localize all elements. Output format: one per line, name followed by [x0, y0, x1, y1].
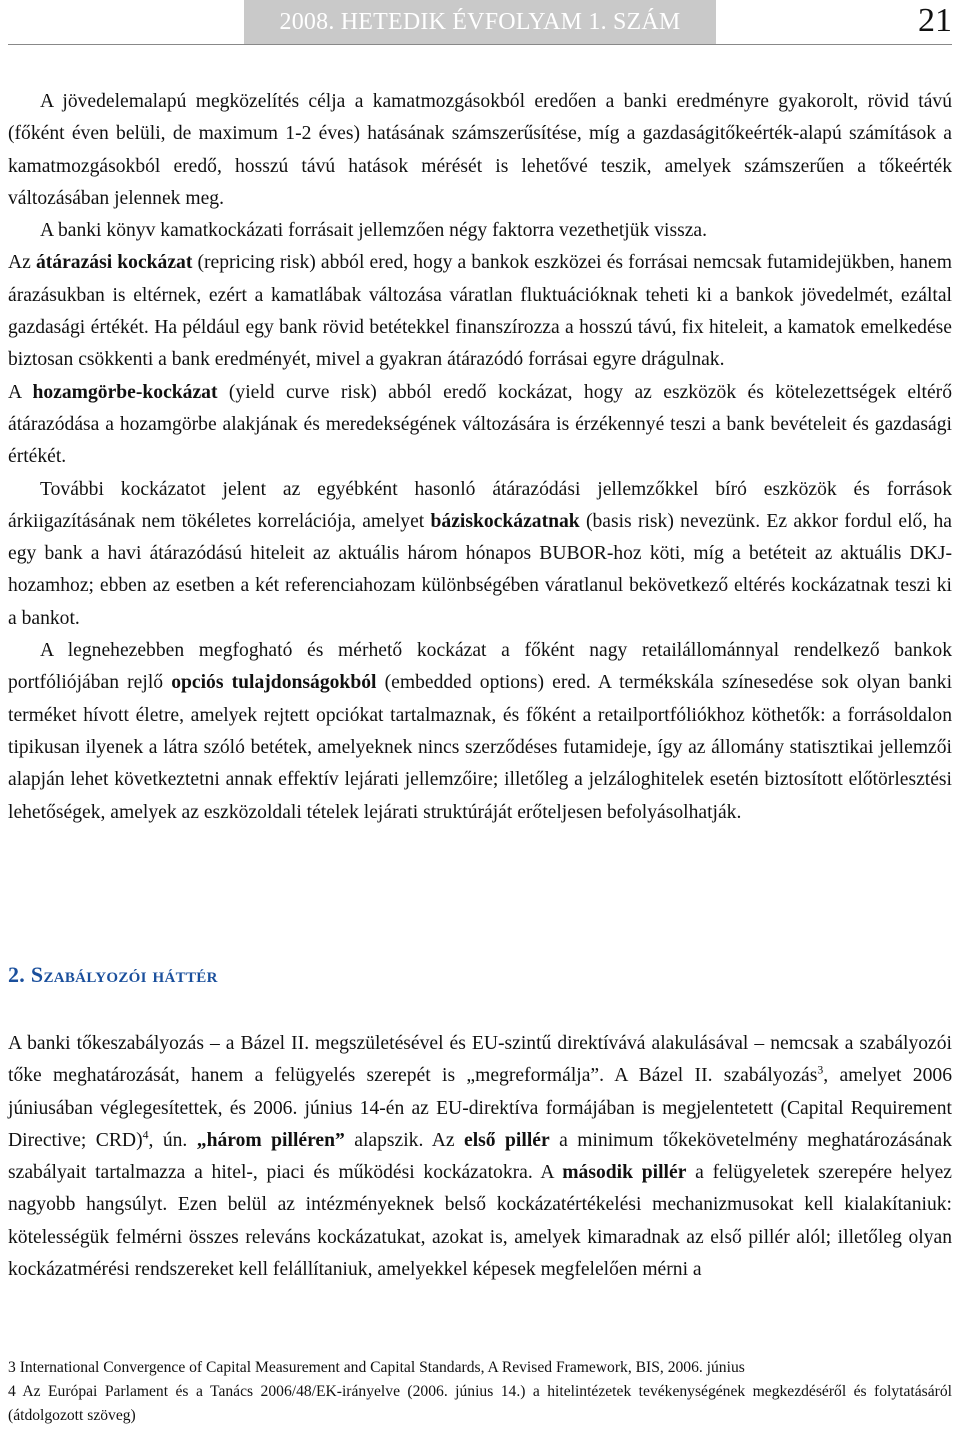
footnotes — [8, 1356, 952, 1428]
paragraph-text: A banki könyv kamatkockázati forrásait jellemzően négy faktorra vezethetjük vissza. — [40, 220, 708, 242]
paragraph-text: A — [8, 381, 33, 403]
main-text — [8, 86, 952, 829]
paragraph — [8, 86, 952, 215]
paragraph — [8, 377, 952, 474]
running-header — [244, 0, 716, 44]
footnote: 3 International Convergence of Capital Measurement and Capital Standards, A Revised Framework, BIS, 2006. június — [8, 1359, 745, 1376]
paragraph-text: A banki tőkeszabályozás – a Bázel II. megszületésével és EU-szintű direktívává alakulásával – nemcsak a szabályozói tőke meghatározását, hanem a felügyelés szerepét is „megreformálja”. A Bázel II. szabályozás — [8, 1033, 952, 1087]
term-highlight: első pillér — [464, 1129, 550, 1151]
header-rule — [8, 44, 952, 45]
journal-issue-title: 2008. HETEDIK ÉVFOLYAM 1. SZÁM — [279, 8, 681, 35]
paragraph-text: (yield curve risk) abból eredő kockázat, hogy az eszközök és kötelezettségek eltérő átárazódása a hozamgörbe alakjának és meredekségének változására is érzékennyé teszi a bank bevételeit és gazdasági értékét. — [8, 381, 953, 468]
section-heading — [8, 962, 218, 988]
page-number: 21 — [918, 2, 952, 39]
footnote: 4 Az Európai Parlament és a Tanács 2006/48/EK-irányelve (2006. június 14.) a hitelintézetek tevékenységének megkezdéséről és folytatásáról (átdolgozott szöveg) — [8, 1383, 952, 1424]
paragraph — [8, 247, 952, 376]
paragraph-text: , amelyet 2006 júniusában véglegesítettek, és 2006. június 14-én az EU-direktíva formájában is megjelentetett (Capital Requirement Directive; CRD) — [8, 1065, 952, 1151]
footnote-ref[interactable]: 4 — [142, 1128, 149, 1142]
section-title: Szabályozói háttér — [30, 962, 218, 987]
paragraph — [8, 1028, 952, 1286]
section-number: 2. — [8, 962, 31, 987]
term-highlight: báziskockázatnak — [430, 510, 580, 532]
paragraph-text: a felügyeletek szerepére helyez nagyobb hangsúlyt. Ezen belül az intézményeknek belső kockázatértékelési mechanizmusokat kell kialakítaniuk: kötelességük felmérni összes releváns kockázatukat, azokat is, amelyek kimaradnak az első pillér alól; illetőleg olyan kockázatmérési rendszereket kell felállítaniuk, amelyekkel képesek megfelelően mérni a — [8, 1162, 952, 1281]
paragraph — [8, 215, 952, 247]
term-highlight: hozamgörbe-kockázat — [32, 381, 218, 403]
paragraph-text: Az — [8, 252, 36, 274]
paragraph-text: , ún. — [148, 1129, 197, 1151]
term-highlight: opciós tulajdonságokból — [171, 672, 377, 694]
paragraph-text: (basis risk) nevezünk. Ez akkor fordul elő, ha egy bank a havi átárazódású hiteleit az aktuális három hónapos BUBOR-hoz köti, míg a betéteit az aktuális DKJ-hozamhoz; ebben az esetben a két referenciahozam különbségében váratlanul bekövetkező eltérés kockázatnak teszi ki a bankot. — [8, 510, 952, 629]
paragraph-text: a minimum tőkekövetelmény meghatározásának szabályait tartalmazza a hitel-, piaci és működési kockázatokra. A — [8, 1129, 952, 1184]
paragraph-text: (repricing risk) abból ered, hogy a bankok eszközei és forrásai nemcsak futamidejükben, hanem árazásukban is eltérnek, ezért a kamatlábak változása váratlan fluktuációknak teheti ki a bankok jövedelmét, ezáltal gazdasági értékét. Ha például egy bank rövid betétekkel finanszírozza a hosszú távú, fix hiteleit, a kamatok emelkedése biztosan csökkenti a bank eredményét, mivel a gyakran átárazódó forrásai egyre drágulnak. — [8, 252, 952, 371]
paragraph-text: További kockázatot jelent az egyébként hasonló átárazódási jellemzőkkel bíró eszközök és források árkiigazításának nem tökéletes korrelációja, amelyet — [8, 478, 952, 532]
term-highlight: „három pilléren” — [196, 1129, 345, 1151]
paragraph-text: A jövedelemalapú megközelítés célja a kamatmozgásokból eredően a banki eredményre gyakorolt, rövid távú (főként éven belüli, de maximum 1-2 éves) hatásának számszerűsítése, míg a gazdaságitőkeérték-alapú számítások a kamatmozgásokból eredő, hosszú távú hatások mérését is lehetővé teszik, amelyek számszerűen a tőkeérték változásában jelennek meg. — [8, 91, 952, 209]
term-highlight: átárazási kockázat — [35, 252, 193, 274]
term-highlight: második pillér — [562, 1162, 687, 1184]
paragraph-text: (embedded options) ered. A termékskála színesedése sok olyan banki terméket hívott életre, amelyek rejtett opciókat tartalmaznak, és főként a retailportfóliókhoz köthetők: a forrásoldalon tipikusan ilyenek a látra szóló betétek, amelyeknek nincs szerződéses futamideje, így az állomány statisztikai jellemzői alapján lehet következtetni annak effektív lejárati jellemzőire; illetőleg a jelzáloghitelek esetén biztosított előtörlesztési lehetőségek, amelyek az eszközoldali tételek lejárati struktúráját erőteljesen befolyásolhatják. — [8, 672, 953, 823]
section-text — [8, 1028, 952, 1286]
paragraph — [8, 635, 952, 829]
paragraph — [8, 474, 952, 635]
footnote-ref[interactable]: 3 — [817, 1063, 824, 1077]
paragraph-text: alapszik. Az — [344, 1129, 465, 1151]
paragraph-text: A legnehezebben megfogható és mérhető kockázat a főként nagy retailállománnyal rendelkező bankok portfóliójában rejlő — [8, 640, 952, 694]
